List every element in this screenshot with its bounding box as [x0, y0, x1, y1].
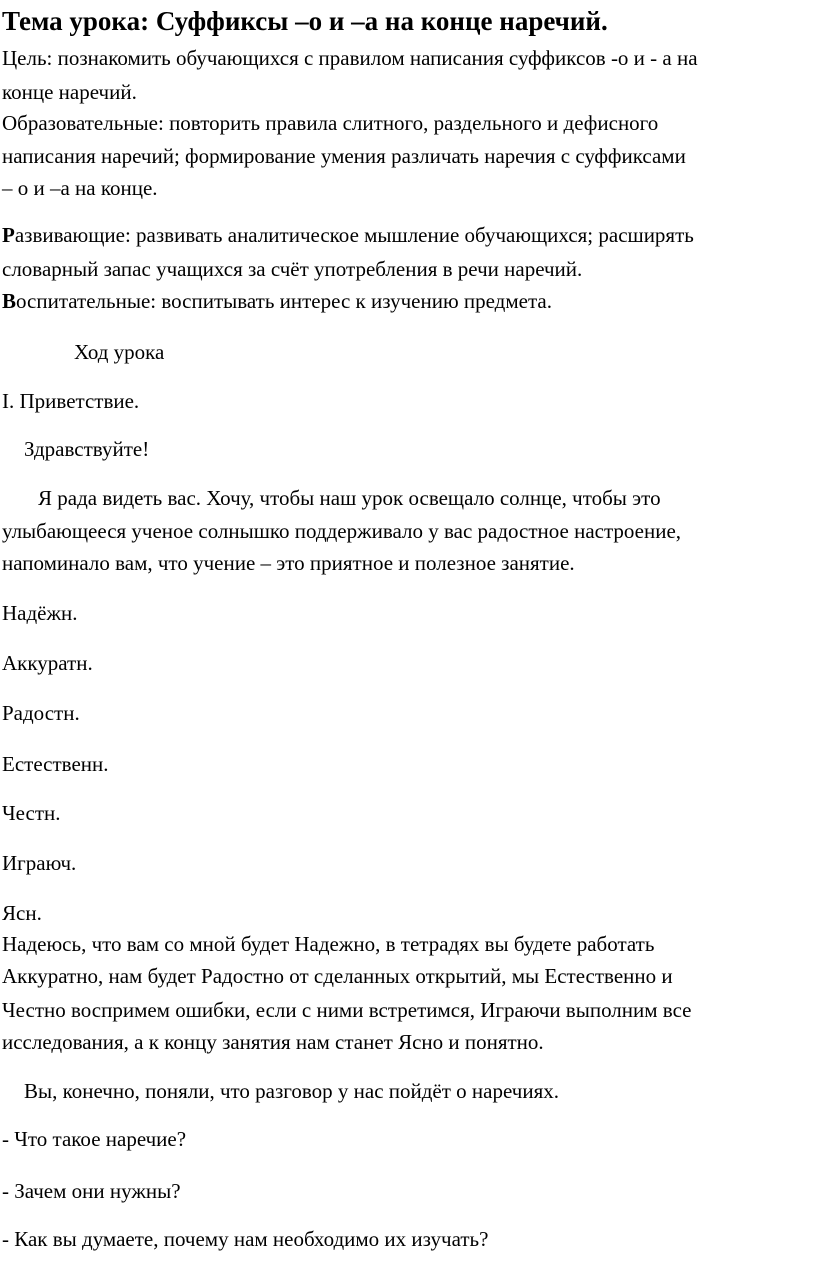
word-item: Играюч. — [2, 851, 77, 875]
lesson-progress-heading: Ход урока — [74, 340, 165, 364]
intro-line-3: напоминало вам, что учение – это приятное и полезное занятие. — [2, 551, 575, 575]
developing-line-1-rest: азвивающие: развивать аналитическое мышление обучающихся; расширять — [14, 223, 694, 247]
word-item: Естественн. — [2, 752, 109, 776]
word-item: Радостн. — [2, 701, 80, 725]
educational-line-3: – о и –а на конце. — [2, 176, 158, 200]
upbringing-line-rest: оспитательные: воспитывать интерес к изучению предмета. — [16, 289, 552, 313]
hope-line-3: Честно воспримем ошибки, если с ними встретимся, Играючи выполним все — [2, 998, 692, 1022]
educational-line-1: Образовательные: повторить правила слитного, раздельного и дефисного — [2, 111, 659, 135]
intro-line-2: улыбающееся ученое солнышко поддерживало у вас радостное настроение, — [2, 519, 682, 543]
upbringing-initial: В — [2, 289, 17, 313]
section-greeting-heading: I. Приветствие. — [2, 389, 140, 413]
word-item: Аккуратн. — [2, 651, 93, 675]
word-item: Надёжн. — [2, 601, 78, 625]
hope-line-1: Надеюсь, что вам со мной будет Надежно, в тетрадях вы будете работать — [2, 932, 655, 956]
word-item: Честн. — [2, 801, 61, 825]
lesson-title: Тема урока: Суффиксы –о и –а на конце наречий. — [2, 6, 608, 36]
greeting-text: Здравствуйте! — [24, 437, 150, 461]
understood-text: Вы, конечно, поняли, что разговор у нас пойдёт о наречиях. — [24, 1079, 559, 1103]
intro-line-1: Я рада видеть вас. Хочу, чтобы наш урок освещало солнце, чтобы это — [38, 486, 661, 510]
hope-line-4: исследования, а к концу занятия нам станет Ясно и понятно. — [2, 1030, 544, 1054]
goal-line-1: Цель: познакомить обучающихся с правилом написания суффиксов -о и - а на — [2, 46, 698, 70]
developing-initial: Р — [2, 223, 15, 247]
question-item: - Что такое наречие? — [2, 1127, 187, 1151]
developing-line-2: словарный запас учащихся за счёт употребления в речи наречий. — [2, 257, 583, 281]
developing-line-1 — [2, 220, 694, 250]
question-item: - Как вы думаете, почему нам необходимо их изучать? — [2, 1227, 489, 1251]
goal-line-2: конце наречий. — [2, 80, 137, 104]
word-item: Ясн. — [2, 901, 42, 925]
question-item: - Зачем они нужны? — [2, 1179, 181, 1203]
educational-line-2: написания наречий; формирование умения различать наречия с суффиксами — [2, 144, 686, 168]
hope-line-2: Аккуратно, нам будет Радостно от сделанных открытий, мы Естественно и — [2, 964, 673, 988]
upbringing-line — [2, 286, 552, 316]
